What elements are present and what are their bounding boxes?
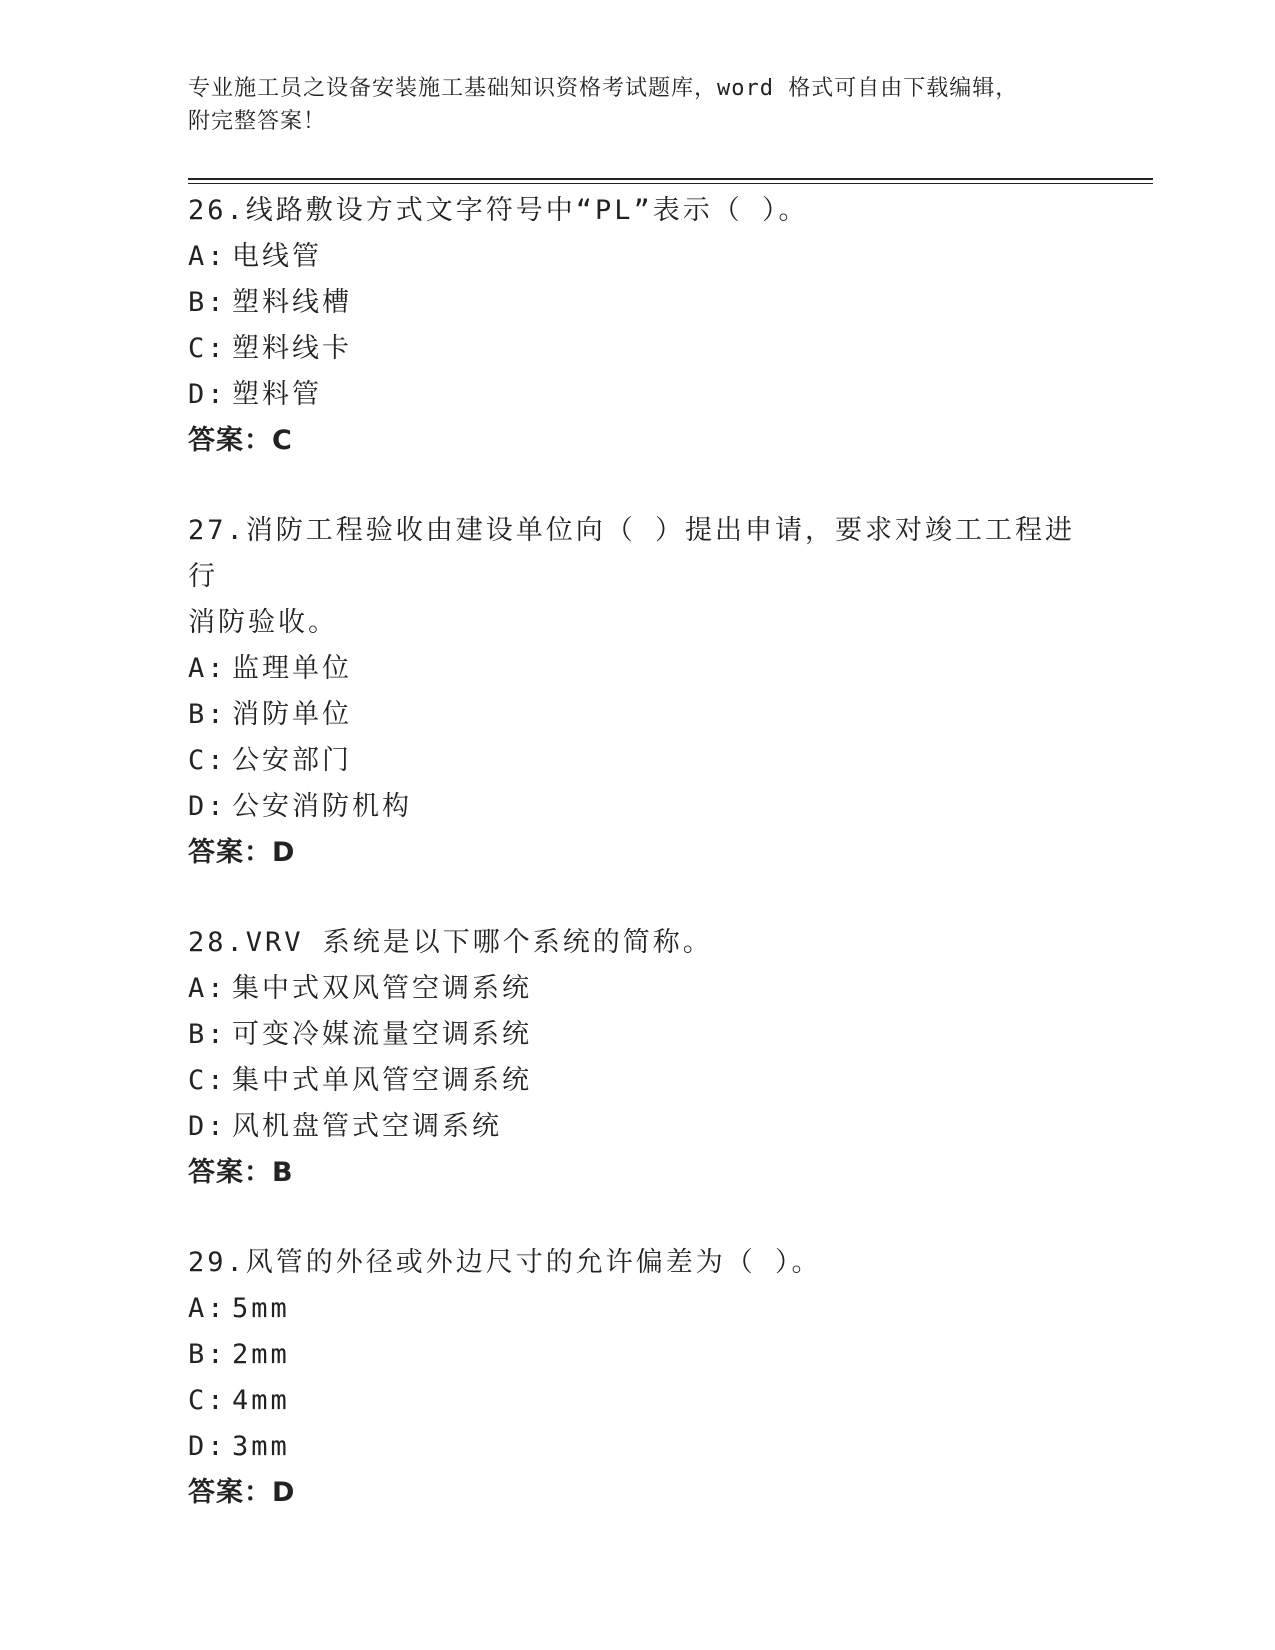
option-text: 公安部门 (232, 745, 352, 776)
option-key: A: (188, 241, 227, 272)
question-stem: 28.VRV 系统是以下哪个系统的简称。 (188, 927, 713, 958)
option-key: C: (188, 745, 227, 776)
question-stem: 27.消防工程验收由建设单位向（ ）提出申请，要求对竣工工程进行 (188, 515, 1076, 592)
option-key: D: (188, 379, 227, 410)
option-text: 3mm (232, 1431, 290, 1462)
option-key: B: (188, 1019, 227, 1050)
answer-label: 答案：C (188, 425, 293, 456)
option-text: 2mm (232, 1339, 290, 1370)
option-a (188, 234, 1088, 280)
option-d (188, 1424, 1088, 1470)
answer-label: 答案：D (188, 837, 296, 868)
header-divider-thick (188, 178, 1153, 180)
option-d (188, 372, 1088, 418)
option-text: 公安消防机构 (232, 791, 412, 822)
option-b (188, 1012, 1088, 1058)
option-d (188, 1104, 1088, 1150)
option-key: A: (188, 653, 227, 684)
question-stem-continued: 消防验收。 (188, 607, 338, 638)
document-header (188, 72, 1068, 138)
answer-label: 答案：B (188, 1157, 294, 1188)
option-key: C: (188, 1385, 227, 1416)
option-b (188, 1332, 1088, 1378)
option-a (188, 1286, 1088, 1332)
question-stem: 26.线路敷设方式文字符号中“PL”表示（ ）。 (188, 195, 809, 226)
question-27 (188, 508, 1088, 876)
question-26 (188, 188, 1088, 464)
option-key: C: (188, 1065, 227, 1096)
option-key: B: (188, 287, 227, 318)
header-line-2: 附完整答案！ (188, 109, 327, 134)
option-d (188, 784, 1088, 830)
option-key: D: (188, 1111, 227, 1142)
option-text: 4mm (232, 1385, 290, 1416)
option-text: 电线管 (232, 241, 322, 272)
option-text: 塑料线槽 (232, 287, 352, 318)
option-key: D: (188, 791, 227, 822)
option-text: 风机盘管式空调系统 (232, 1111, 502, 1142)
option-key: C: (188, 333, 227, 364)
option-text: 可变冷媒流量空调系统 (232, 1019, 532, 1050)
option-a (188, 646, 1088, 692)
option-key: B: (188, 1339, 227, 1370)
answer-label: 答案：D (188, 1477, 296, 1508)
option-c (188, 326, 1088, 372)
option-a (188, 966, 1088, 1012)
question-stem: 29.风管的外径或外边尺寸的允许偏差为（ ）。 (188, 1247, 822, 1278)
option-b (188, 280, 1088, 326)
header-divider-thin (188, 183, 1153, 184)
option-text: 集中式双风管空调系统 (232, 973, 532, 1004)
option-key: D: (188, 1431, 227, 1462)
option-c (188, 1058, 1088, 1104)
option-c (188, 1378, 1088, 1424)
option-key: A: (188, 973, 227, 1004)
option-c (188, 738, 1088, 784)
option-b (188, 692, 1088, 738)
question-28 (188, 920, 1088, 1196)
header-line-1: 专业施工员之设备安装施工基础知识资格考试题库，word 格式可自由下载编辑， (188, 76, 1019, 101)
option-text: 塑料管 (232, 379, 322, 410)
option-text: 5mm (232, 1293, 290, 1324)
option-text: 塑料线卡 (232, 333, 352, 364)
option-text: 集中式单风管空调系统 (232, 1065, 532, 1096)
option-text: 监理单位 (232, 653, 352, 684)
option-key: B: (188, 699, 227, 730)
option-text: 消防单位 (232, 699, 352, 730)
question-list (188, 188, 1088, 1560)
option-key: A: (188, 1293, 227, 1324)
question-29 (188, 1240, 1088, 1516)
